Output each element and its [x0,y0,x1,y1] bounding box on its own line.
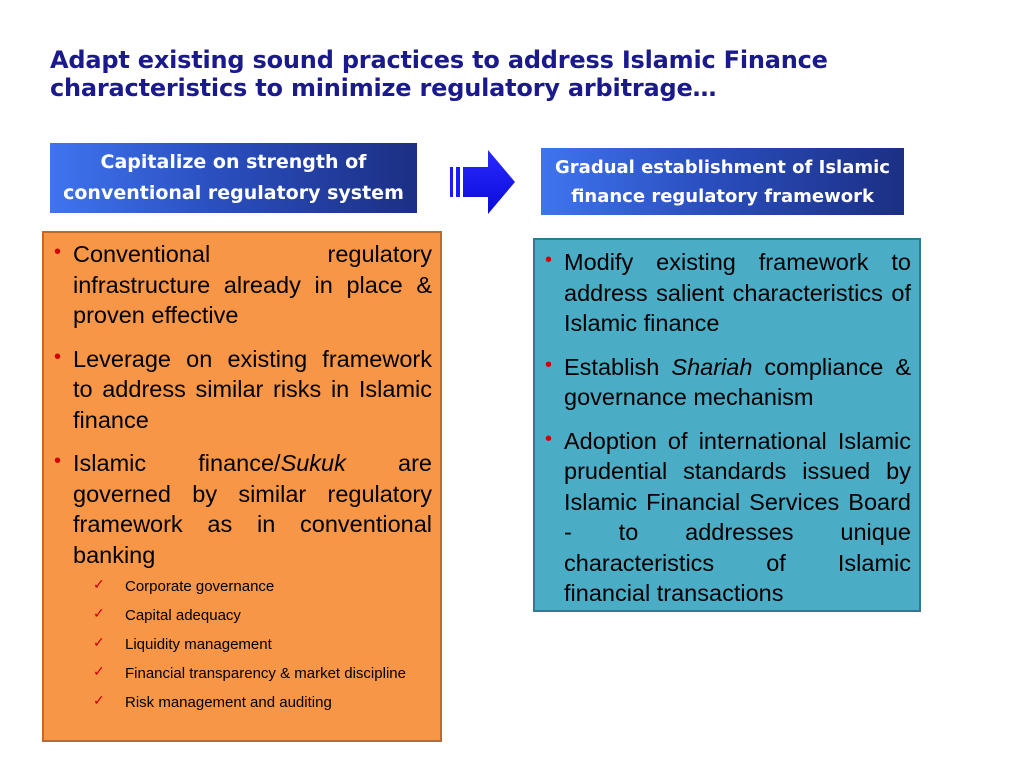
bullet-dot-icon: • [54,345,62,368]
checklist-item: ✓ Corporate governance [93,576,275,595]
checklist-item: ✓ Risk management and auditing [93,692,332,711]
right-bullet-item: • Establish Shariah compliance & governance mechanism [564,352,911,413]
checkmark-icon: ✓ [93,576,105,592]
left-header-box [50,143,417,213]
left-content-box [42,231,442,742]
bullet-dot-icon: • [545,353,553,376]
right-header-line-1: Gradual establishment of Islamic [555,156,890,178]
right-content-box [533,238,921,612]
left-header-line-2: conventional regulatory system [63,182,404,204]
left-checklist [93,576,432,722]
bullet-dot-icon: • [54,450,62,472]
bullet-dot-icon: • [545,427,553,450]
right-bullet-list [545,247,911,622]
right-bullet-item: • Adoption of international Islamic prudential standards issued by Islamic Financial Services Board - to addresses unique characteristics of Islamic financial transactions [564,426,911,609]
left-bullet-item: • Leverage on existing framework to address similar risks in Islamic finance [73,344,432,436]
left-bullet-list [54,239,432,583]
title-line-1: Adapt existing sound practices to address Islamic Finance [50,46,828,74]
checkmark-icon: ✓ [93,692,105,708]
bullet-dot-icon: • [545,249,553,271]
checklist-item: ✓ Capital adequacy [93,605,241,624]
checkmark-icon: ✓ [93,634,105,650]
slide-title [50,46,950,102]
left-header-line-1: Capitalize on strength of [100,151,367,173]
right-header-line-2: finance regulatory framework [571,185,874,207]
checkmark-icon: ✓ [93,605,105,621]
left-bullet-item: • Conventional regulatory infrastructure already in place & proven effective [73,239,432,331]
checklist-item: ✓ Financial transparency & market discipline [93,663,406,682]
left-bullet-item: • Islamic finance/Sukuk are governed by similar regulatory framework as in conventional banking [73,448,432,570]
right-header-box [541,148,904,215]
bullet-dot-icon: • [54,241,62,263]
right-bullet-item: • Modify existing framework to address salient characteristics of Islamic finance [564,247,911,339]
checkmark-icon: ✓ [93,663,105,679]
checklist-item: ✓ Liquidity management [93,634,272,653]
right-arrow-icon [448,148,516,216]
title-line-2: characteristics to minimize regulatory arbitrage… [50,74,717,102]
